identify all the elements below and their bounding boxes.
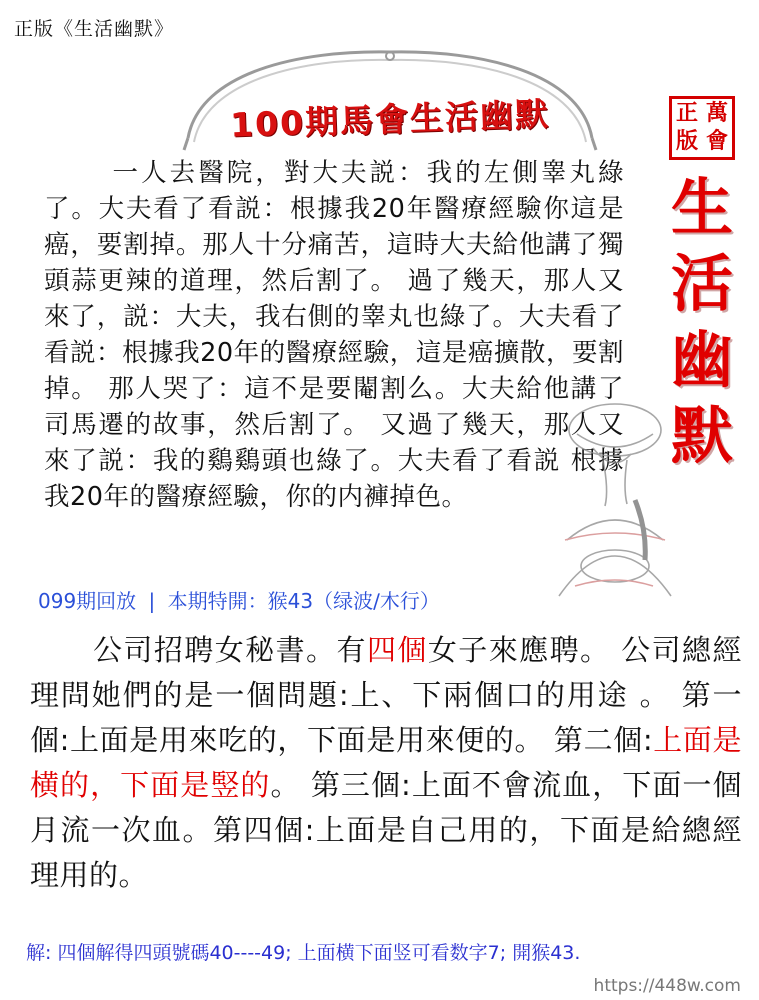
article-bottom-part3: 。 第三個:上面不會流血，下面一個月流一次血。第四個:上面是自己用的，下面是給總經理用的。	[30, 768, 742, 892]
article-bottom-part1: 公司招聘女秘書。有	[92, 633, 367, 667]
page-title: 正版《生活幽默》	[14, 18, 175, 40]
article-bottom-highlight2: 上面是横的，下面是竪的	[30, 723, 742, 802]
vertical-title-char-3: 幽	[670, 323, 733, 396]
article-top-text: 一人去醫院，對大夫説：我的左側睾丸綠了。大夫看了看説：根據我20年醫療經驗你這是癌，要割掉。那人十分痛苦，這時大夫給他講了獨頭蒜更辣的道理，然后割了。 過了幾天，那人又來了，説：大夫，我右側的睾丸也綠了。大夫看了看説：根據我20年的醫療經驗，這是癌擴散，要割掉。 那人哭了：這不是要閹割么。大夫給他講了司馬遷的故事，然后割了。 又過了幾天，那人又來了説：我的鷄鷄頭也綠了。大夫看了看説 根據我20年的醫療經驗，你的内褲掉色。	[44, 158, 624, 512]
vertical-title-char-4: 默	[670, 399, 733, 472]
article-bottom-part2: 女子來應聘。 公司總經理問她們的是一個問題:上、下兩個口的用途 。 第一個:上面是用來吃的，下面是用來便的。 第二個:	[30, 633, 742, 757]
seal-char-4: 會	[705, 129, 728, 154]
vertical-title-char-1: 生	[670, 171, 733, 244]
article-bottom	[30, 628, 742, 898]
status-badge	[669, 96, 735, 160]
seal-char-3: 版	[676, 129, 699, 154]
illustration-sketch	[507, 390, 707, 600]
seal-char-2: 萬	[705, 101, 728, 126]
vertical-title-char-2: 活	[670, 247, 733, 320]
separator: |	[148, 589, 156, 613]
banner-title: 100期馬會生活幽默	[229, 94, 551, 145]
period-label: 099期回放	[38, 589, 137, 613]
seal-char-1: 正	[676, 101, 699, 126]
banner	[180, 42, 600, 152]
site-url: https://448w.com	[593, 976, 741, 996]
period-info-line	[38, 585, 738, 614]
answer-line: 解: 四個解得四頭號碼40----49; 上面横下面竖可看数字7; 開猴43.	[26, 942, 581, 964]
article-bottom-highlight1: 四個	[366, 633, 428, 667]
special-result: 本期特開：猴43（绿波∕木行）	[167, 589, 440, 613]
